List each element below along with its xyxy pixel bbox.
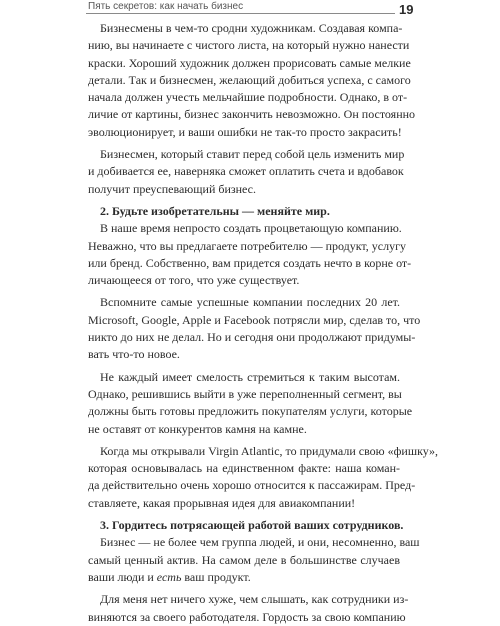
text-line: Однако, решившись выйти в уже переполненный сегмент, вы (88, 386, 402, 401)
text-line: краски. Хороший художник должен прорисовать самые мелкие (88, 55, 411, 70)
text-line: виняются за своего работодателя. Гордость за свою компанию (88, 609, 406, 624)
text-line: получит преуспевающий бизнес. (88, 181, 256, 196)
text-line: В наше время непросто создать процветающую компанию. (100, 221, 402, 236)
text-line: детали. Так и бизнесмен, желающий добиться успеха, с самого (88, 72, 411, 87)
text-line: Когда мы открывали Virgin Atlantic, то придумали свою «фишку», (100, 443, 439, 458)
running-header (0, 0, 500, 20)
text-run: ваш продукт. (181, 569, 251, 584)
text-line: не оставят от конкурентов камня на камне. (88, 421, 307, 436)
page-number: 19 (399, 2, 414, 17)
text-line: личие от картины, бизнес закончить невозможно. Он постоянно (88, 107, 416, 122)
text-line: Бизнесмен, который ставит перед собой цель изменить мир (100, 147, 405, 162)
running-title: Пять секретов: как начать бизнес (88, 1, 244, 12)
text-line: самый ценный актив. На самом деле в большинстве случаев (88, 552, 400, 567)
text-run: ваши люди и (88, 569, 157, 584)
section-heading: 3. Гордитесь потрясающей работой ваших сотрудников. (100, 518, 404, 533)
text-line: вать что-то новое. (88, 347, 180, 362)
text-line: Microsoft, Google, Apple и Facebook потрясли мир, сделав то, что (88, 312, 421, 327)
text-line: которая основывалась на единственном факте: наша коман- (88, 461, 400, 476)
emphasized-text: есть (156, 569, 182, 584)
text-line: Неважно, что вы предлагаете потребителю — продукт, услугу (88, 238, 407, 253)
text-line (88, 569, 400, 586)
text-line: ставляете, какая прорывная идея для авиакомпании! (88, 495, 356, 510)
text-line: Вспомните самые успешные компании последних 20 лет. (100, 295, 400, 310)
text-line: да действительно очень хорошо относится к пассажирам. Пред- (88, 478, 416, 493)
text-line: или бренд. Собственно, вам придется создать нечто в корне от- (88, 255, 412, 270)
text-line: Не каждый имеет смелость стремиться к таким высотам. (100, 369, 400, 384)
text-line: личающееся от того, что уже существует. (88, 273, 300, 288)
section-heading: 2. Будьте изобретательны — меняйте мир. (100, 203, 330, 218)
text-line: никто до них не делал. Но и сегодня они продолжают придумы- (88, 330, 416, 345)
page-body (88, 20, 439, 626)
header-rule (86, 13, 395, 14)
text-line: и добивается ее, наверняка сможет оплатить счета и вдобавок (88, 164, 404, 179)
text-line: должны быть готовы предложить покупателям услуги, которые (88, 404, 413, 419)
text-line: нию, вы начинаете с чистого листа, на который нужно нанести (88, 38, 410, 53)
text-line: Бизнес — не более чем группа людей, и они, несомненно, ваш (100, 535, 420, 550)
text-line: Бизнесмены в чем-то сродни художникам. Создавая компа- (100, 21, 403, 35)
text-line: эволюционирует, и ваши ошибки не так-то просто закрасить! (88, 124, 402, 139)
text-line: Для меня нет ничего хуже, чем слышать, как сотрудники из- (100, 592, 409, 607)
text-line: начала должен учесть мельчайшие подробности. Однако, в от- (88, 90, 408, 105)
